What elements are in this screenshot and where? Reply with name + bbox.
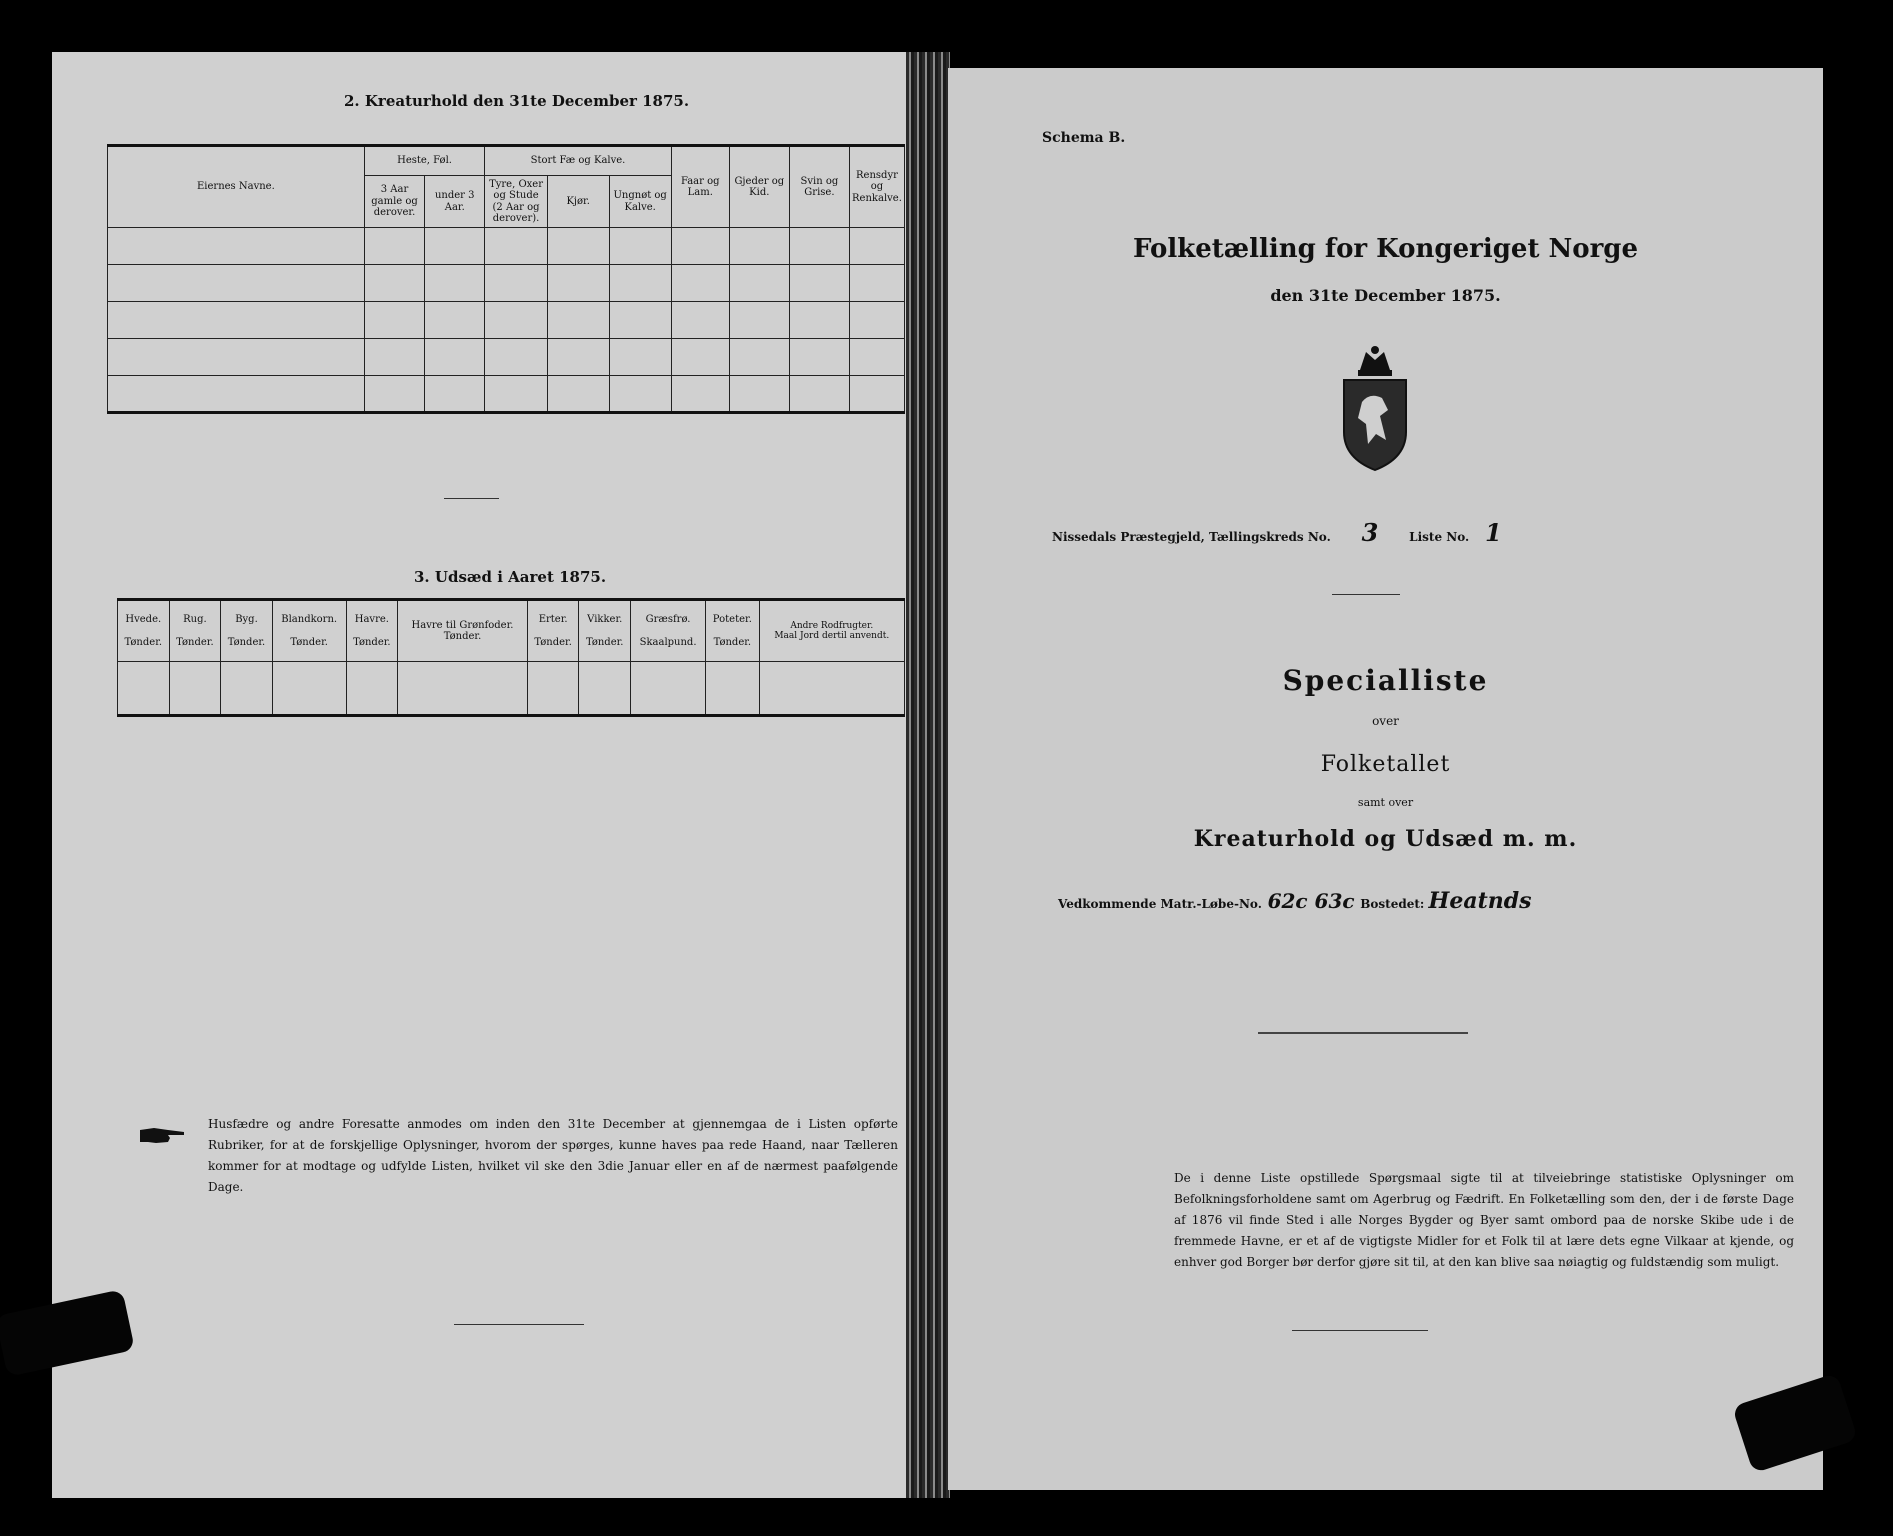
coat-of-arms-icon: [1336, 344, 1414, 472]
notice-text: Husfædre og andre Foresatte anmodes om inden den 31te December at gjennemgaa de i Listen opførte Rubriker, for at de forskjellige Oplysninger, hvorom der spørges, kunne haves paa rede Haand, naar Tælleren kommer for at modtage og udfylde Listen, hvilket vil ske den 3die Januar eller en af de nærmest paafølgende Dage.: [208, 1117, 898, 1194]
seed-header-mixed-grain: Blandkorn. Tønder.: [272, 600, 346, 662]
horses-under3-header: under 3 Aar.: [425, 176, 485, 228]
pigs-header: Svin og Grise.: [789, 146, 849, 228]
matr-value: 62c 63c: [1267, 889, 1355, 913]
table-row: [108, 228, 905, 265]
divider: [1332, 594, 1400, 595]
seed-header-green-oats: Havre til Grønfoder. Tønder.: [398, 600, 528, 662]
date-line: den 31te December 1875.: [1270, 286, 1501, 305]
list-label: Liste No.: [1409, 530, 1470, 544]
seed-header-potatoes: Poteter. Tønder.: [706, 600, 759, 662]
seed-header-wheat: Hvede. Tønder.: [118, 600, 170, 662]
livestock-table: [107, 144, 905, 414]
over-text: over: [1372, 714, 1399, 728]
divider: [1292, 1330, 1428, 1331]
table-row: [118, 662, 905, 716]
specialliste-title: Specialliste: [1282, 664, 1489, 697]
seed-header-other-roots: Andre Rodfrugter. Maal Jord dertil anvendt.: [759, 600, 904, 662]
divider: [454, 1324, 584, 1325]
thumb-shadow: [1732, 1373, 1858, 1474]
table-row: [108, 376, 905, 413]
seed-header-vetch: Vikker. Tønder.: [579, 600, 631, 662]
horses-3plus-header: 3 Aar gamle og derover.: [364, 176, 424, 228]
footer-text: De i denne Liste opstillede Spørgsmaal sigte til at tilveiebringe statistiske Oplysninger om Befolkningsforholdene samt om Agerbrug og Fædrift. En Folketælling som den, der i de første Dage af 1876 vil finde Sted i alle Norges Bygder og Byer samt ombord paa de norske Skibe ude i de fremmede Havne, er et af de vigtigste Midler for et Folk til at lære dets egne Vilkaar at kjende, og enhver god Borger bør derfor gjøre sit til, at den kan blive saa nøiagtig og fuldstændig som muligt.: [1174, 1171, 1794, 1269]
list-value: 1: [1485, 518, 1502, 547]
table-row: [108, 265, 905, 302]
owner-header: Eiernes Navne.: [108, 146, 365, 228]
seed-header-rye: Rug. Tønder.: [169, 600, 221, 662]
bosted-value: Heatnds: [1428, 888, 1532, 914]
kreaturhold-title: Kreaturhold og Udsæd m. m.: [1193, 826, 1578, 852]
table-row: [108, 302, 905, 339]
seed-table: [117, 598, 905, 717]
cattle-cows-header: Kjør.: [547, 176, 609, 228]
seed-header-grass-seed: Græsfrø. Skaalpund.: [631, 600, 706, 662]
cattle-young-header: Ungnøt og Kalve.: [609, 176, 671, 228]
horses-header: Heste, Føl.: [364, 146, 484, 176]
thumb-shadow: [0, 1289, 135, 1377]
left-page: [52, 52, 908, 1498]
cattle-header: Stort Fæ og Kalve.: [485, 146, 672, 176]
parish-name: Nissedals Præstegjeld,: [1052, 530, 1205, 544]
matr-label: Vedkommende Matr.-Løbe-No.: [1058, 897, 1262, 911]
seed-header-oats: Havre. Tønder.: [346, 600, 398, 662]
seed-header-peas: Erter. Tønder.: [527, 600, 579, 662]
bosted-label: Bostedet:: [1360, 897, 1425, 911]
samt-over-text: samt over: [1357, 796, 1414, 809]
district-label: Tællingskreds No.: [1209, 530, 1331, 544]
pointing-hand-icon: [138, 1124, 186, 1146]
reindeer-header: Rensdyr og Renkalve.: [849, 146, 904, 228]
goats-header: Gjeder og Kid.: [729, 146, 789, 228]
sheep-header: Faar og Lam.: [671, 146, 729, 228]
district-value: 3: [1361, 518, 1379, 547]
book-spine: [906, 52, 950, 1498]
divider: [444, 498, 499, 499]
section3-title: 3. Udsæd i Aaret 1875.: [414, 568, 607, 586]
schema-label: Schema B.: [1042, 130, 1126, 146]
seed-header-barley: Byg. Tønder.: [221, 600, 273, 662]
cattle-bulls-header: Tyre, Oxer og Stude (2 Aar og derover).: [485, 176, 548, 228]
section2-title: 2. Kreaturhold den 31te December 1875.: [344, 92, 690, 110]
divider: [1258, 1032, 1468, 1034]
matr-line: [1058, 888, 1532, 914]
right-page: [948, 68, 1823, 1490]
parish-line: [1052, 518, 1513, 547]
main-title: Folketælling for Kongeriget Norge: [1132, 234, 1639, 264]
folketallet-text: Folketallet: [1320, 752, 1451, 777]
table-row: [108, 339, 905, 376]
